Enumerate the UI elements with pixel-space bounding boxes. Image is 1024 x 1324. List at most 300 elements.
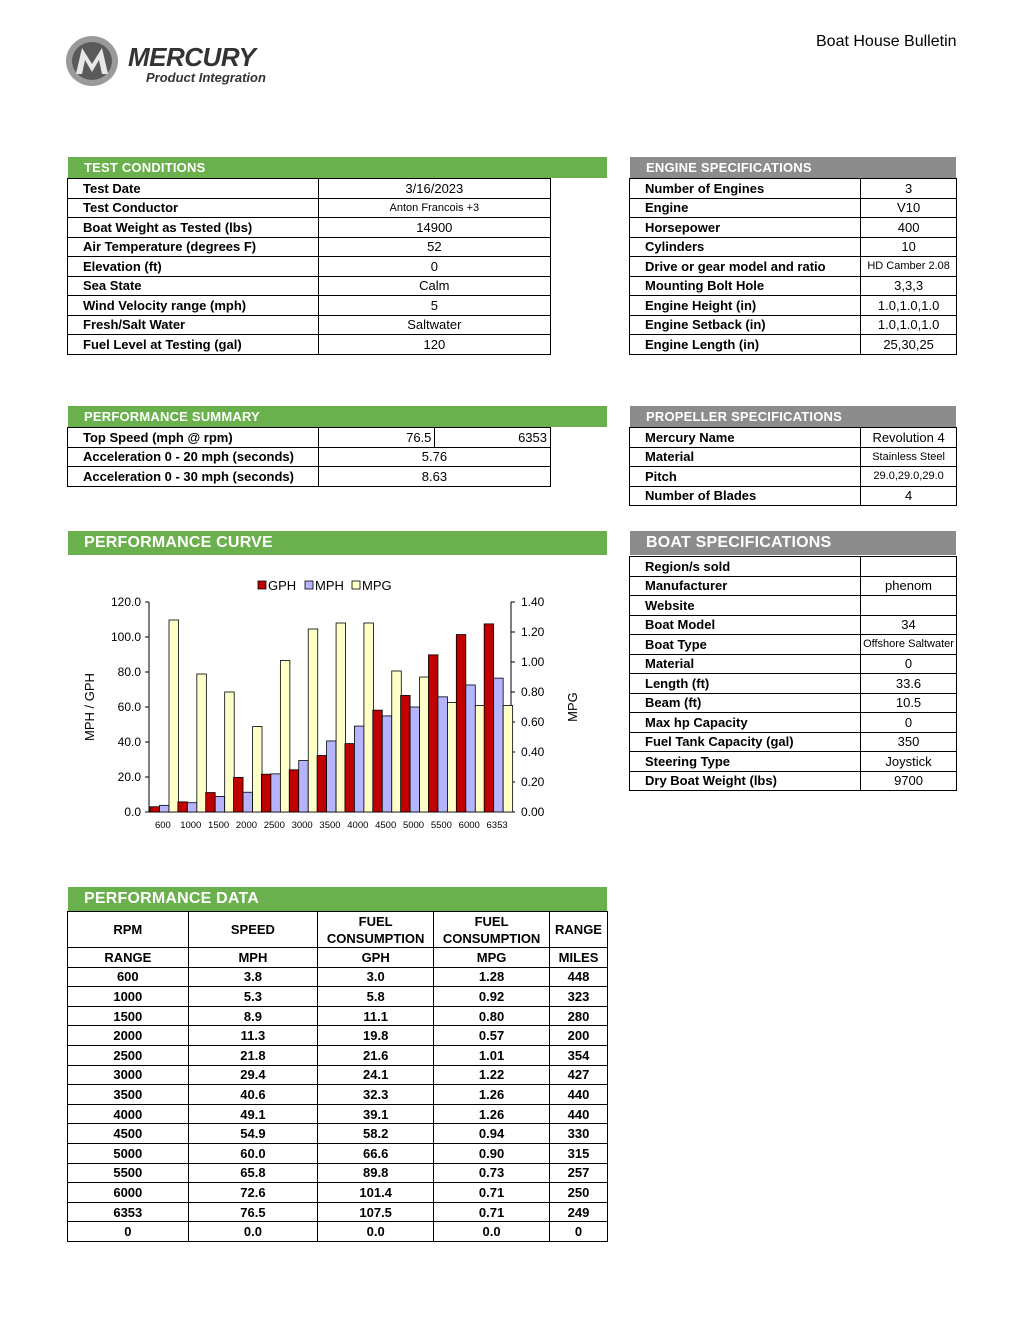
table-cell: 8.9 [188,1006,318,1026]
propeller-spec-label: Material [630,447,861,467]
bar-mph [215,796,225,812]
column-header: RPM [68,912,189,948]
column-unit: MPH [188,948,318,968]
table-row [68,1202,608,1222]
test-condition-value: 3/16/2023 [318,179,550,199]
table-cell: 4500 [68,1124,189,1144]
engine-spec-label: Engine Height (in) [630,296,861,316]
propeller-spec-value: 29.0,29.0,29.0 [861,467,957,487]
test-condition-row [68,198,551,218]
bar-gph [178,802,188,812]
table-cell: 1000 [68,987,189,1007]
table-cell: 1500 [68,1006,189,1026]
table-cell: 1.26 [434,1085,550,1105]
x-tick-label: 2500 [263,820,285,831]
bar-mph [327,741,337,812]
engine-spec-value: 3,3,3 [861,276,957,296]
table-cell: 11.3 [188,1026,318,1046]
test-condition-label: Fuel Level at Testing (gal) [68,335,319,355]
boat-spec-label: Website [630,596,861,616]
summary-row-accel-20 [68,447,551,467]
x-tick-label: 5500 [430,820,452,831]
propeller-spec-label: Pitch [630,467,861,487]
y-tick-label: 100.0 [110,630,141,644]
boat-spec-value: 9700 [861,771,957,791]
engine-spec-label: Horsepower [630,218,861,238]
bar-mph [382,716,392,812]
table-cell: 427 [550,1065,608,1085]
y2-axis-title: MPG [565,692,580,722]
table-row [68,1104,608,1124]
table-cell: 440 [550,1104,608,1124]
test-condition-value: Anton Francois +3 [318,198,550,218]
table-row [68,1006,608,1026]
mercury-logo [62,30,302,90]
data-unit-row [68,948,608,968]
table-cell: 1.01 [434,1045,550,1065]
test-condition-label: Test Date [68,179,319,199]
bar-gph [289,770,299,812]
boat-spec-label: Material [630,654,861,674]
y-tick-label: 60.0 [117,700,141,714]
table-cell: 39.1 [318,1104,434,1124]
boat-spec-value: 0 [861,713,957,733]
boat-spec-value: 33.6 [861,674,957,694]
legend-swatch-mpg [352,581,360,589]
bar-mpg [336,623,346,812]
x-tick-label: 1500 [208,820,230,831]
mercury-emblem-icon [62,30,124,90]
y-axis-title: MPH / GPH [82,673,97,741]
x-tick-label: 1000 [180,820,202,831]
y2-tick-label: 1.40 [521,595,545,609]
table-cell: 440 [550,1085,608,1105]
boat-spec-row [630,635,957,655]
test-condition-row [68,179,551,199]
bar-mph [438,697,448,812]
table-cell: 65.8 [188,1163,318,1183]
boat-spec-label: Length (ft) [630,674,861,694]
bar-mpg [447,703,457,813]
table-row [68,1085,608,1105]
boat-spec-row [630,771,957,791]
engine-spec-row [630,237,957,257]
table-row [68,1124,608,1144]
engine-spec-value: 25,30,25 [861,335,957,355]
bar-mph [354,726,364,812]
test-condition-value: 0 [318,257,550,277]
propeller-spec-row [630,467,957,487]
propeller-specs-header: PROPELLER SPECIFICATIONS [630,406,956,427]
legend-label: MPG [362,578,392,593]
table-cell: 19.8 [318,1026,434,1046]
x-tick-label: 4000 [347,820,369,831]
propeller-spec-value: 4 [861,486,957,506]
engine-spec-label: Engine [630,198,861,218]
bar-gph [373,710,383,812]
x-tick-label: 5000 [402,820,425,831]
table-row [68,967,608,987]
propeller-spec-row [630,428,957,448]
x-tick-label: 6000 [458,820,480,831]
boat-spec-value: Offshore Saltwater [861,635,957,655]
table-cell: 0 [550,1222,608,1242]
bar-mpg [169,620,179,812]
performance-summary-header: PERFORMANCE SUMMARY [68,406,607,427]
test-condition-value: 14900 [318,218,550,238]
y-tick-label: 120.0 [110,595,141,609]
boat-spec-label: Boat Type [630,635,861,655]
test-condition-row [68,296,551,316]
propeller-spec-label: Mercury Name [630,428,861,448]
propeller-spec-row [630,447,957,467]
y2-tick-label: 0.60 [521,715,545,729]
table-cell: 24.1 [318,1065,434,1085]
engine-specs-header: ENGINE SPECIFICATIONS [630,157,956,178]
boat-spec-value: Joystick [861,752,957,772]
bar-mph [160,805,170,812]
boat-spec-value: 10.5 [861,693,957,713]
boat-spec-row [630,576,957,596]
table-cell: 448 [550,967,608,987]
brand-name: MERCURY [128,42,256,72]
data-header-row [68,912,608,948]
table-cell: 3.8 [188,967,318,987]
y-tick-label: 20.0 [117,770,141,784]
table-cell: 60.0 [188,1143,318,1163]
table-cell: 0.94 [434,1124,550,1144]
table-cell: 330 [550,1124,608,1144]
table-row [68,1163,608,1183]
test-condition-value: 5 [318,296,550,316]
table-cell: 3500 [68,1085,189,1105]
column-header: FUEL CONSUMPTION [318,912,434,948]
table-cell: 11.1 [318,1006,434,1026]
engine-spec-value: V10 [861,198,957,218]
bar-mpg [197,674,207,812]
boat-spec-value: 350 [861,732,957,752]
table-cell: 600 [68,967,189,987]
summary-value: 5.76 [318,447,550,467]
engine-spec-row [630,257,957,277]
engine-spec-row [630,198,957,218]
engine-spec-label: Engine Length (in) [630,335,861,355]
table-cell: 21.8 [188,1045,318,1065]
table-cell: 0.90 [434,1143,550,1163]
boat-spec-row [630,732,957,752]
table-cell: 0.73 [434,1163,550,1183]
test-conditions-table [67,178,551,355]
boat-spec-row [630,713,957,733]
bar-gph [206,793,216,812]
table-cell: 280 [550,1006,608,1026]
table-cell: 107.5 [318,1202,434,1222]
table-cell: 72.6 [188,1183,318,1203]
table-cell: 0.0 [188,1222,318,1242]
engine-spec-row [630,276,957,296]
test-condition-label: Elevation (ft) [68,257,319,277]
column-header: SPEED [188,912,318,948]
engine-spec-label: Mounting Bolt Hole [630,276,861,296]
table-cell: 2500 [68,1045,189,1065]
column-unit: RANGE [68,948,189,968]
table-cell: 0.71 [434,1183,550,1203]
bar-gph [484,624,494,812]
y2-tick-label: 0.80 [521,685,545,699]
summary-label: Acceleration 0 - 20 mph (seconds) [68,447,319,467]
engine-spec-row [630,296,957,316]
table-cell: 49.1 [188,1104,318,1124]
table-cell: 58.2 [318,1124,434,1144]
table-cell: 40.6 [188,1085,318,1105]
table-cell: 2000 [68,1026,189,1046]
legend-label: GPH [268,578,297,593]
boat-spec-label: Boat Model [630,615,861,635]
legend-swatch-gph [258,581,266,589]
boat-spec-label: Dry Boat Weight (lbs) [630,771,861,791]
table-cell: 5500 [68,1163,189,1183]
bar-mph [410,707,420,812]
table-cell: 354 [550,1045,608,1065]
boat-specs-header: BOAT SPECIFICATIONS [630,531,956,555]
x-tick-label: 3000 [291,820,313,831]
test-condition-value: 120 [318,335,550,355]
y2-tick-label: 1.00 [521,655,545,669]
boat-spec-label: Max hp Capacity [630,713,861,733]
boat-spec-label: Fuel Tank Capacity (gal) [630,732,861,752]
x-tick-label: 6353 [486,820,508,831]
engine-spec-label: Engine Setback (in) [630,315,861,335]
engine-spec-row [630,179,957,199]
engine-spec-value: HD Camber 2.08 [861,257,957,277]
engine-spec-label: Drive or gear model and ratio [630,257,861,277]
bar-mpg [225,692,235,812]
table-cell: 257 [550,1163,608,1183]
summary-label: Acceleration 0 - 30 mph (seconds) [68,467,319,487]
bar-gph [428,655,438,812]
x-tick-label: 600 [154,820,171,831]
bar-gph [150,807,160,812]
engine-spec-value: 3 [861,179,957,199]
column-header: RANGE [550,912,608,948]
table-cell: 0 [68,1222,189,1242]
table-cell: 0.0 [318,1222,434,1242]
table-row [68,1026,608,1046]
bar-mpg [280,661,290,813]
table-row [68,1183,608,1203]
table-cell: 5000 [68,1143,189,1163]
bar-mph [187,803,197,812]
table-cell: 5.8 [318,987,434,1007]
table-cell: 6000 [68,1183,189,1203]
table-cell: 32.3 [318,1085,434,1105]
propeller-spec-label: Number of Blades [630,486,861,506]
boat-spec-label: Steering Type [630,752,861,772]
test-condition-row [68,218,551,238]
engine-spec-row [630,315,957,335]
boat-spec-row [630,596,957,616]
table-row [68,1045,608,1065]
table-cell: 0.92 [434,987,550,1007]
table-cell: 21.6 [318,1045,434,1065]
summary-row-accel-30 [68,467,551,487]
boat-spec-value: 34 [861,615,957,635]
y2-tick-label: 0.40 [521,745,545,759]
table-cell: 1.28 [434,967,550,987]
boat-specs-table [629,556,957,791]
boat-spec-label: Region/s sold [630,557,861,577]
summary-label: Top Speed (mph @ rpm) [68,428,319,448]
propeller-specs-table [629,427,957,506]
table-cell: 0.80 [434,1006,550,1026]
bar-mph [299,761,309,812]
top-speed-rpm: 6353 [435,428,551,448]
table-cell: 66.6 [318,1143,434,1163]
bar-gph [401,695,411,812]
bar-mph [494,678,504,812]
table-row [68,1065,608,1085]
summary-value: 8.63 [318,467,550,487]
legend-label: MPH [315,578,344,593]
test-condition-row [68,276,551,296]
summary-row-top-speed [68,428,551,448]
table-cell: 250 [550,1183,608,1203]
top-speed-mph: 76.5 [318,428,435,448]
test-condition-row [68,237,551,257]
boat-spec-value [861,557,957,577]
test-condition-label: Fresh/Salt Water [68,315,319,335]
y2-tick-label: 1.20 [521,625,545,639]
bar-mpg [475,706,485,813]
bar-gph [234,777,244,812]
bar-mph [466,685,476,812]
engine-spec-label: Cylinders [630,237,861,257]
boat-spec-value: 0 [861,654,957,674]
bar-mpg [364,623,374,812]
table-cell: 323 [550,987,608,1007]
table-cell: 249 [550,1202,608,1222]
boat-spec-value: phenom [861,576,957,596]
test-condition-label: Sea State [68,276,319,296]
boat-spec-row [630,615,957,635]
table-cell: 200 [550,1026,608,1046]
test-condition-label: Test Conductor [68,198,319,218]
bar-gph [345,744,355,812]
propeller-spec-row [630,486,957,506]
y2-tick-label: 0.00 [521,805,545,819]
table-row [68,1143,608,1163]
test-condition-label: Boat Weight as Tested (lbs) [68,218,319,238]
column-unit: MILES [550,948,608,968]
test-conditions-header: TEST CONDITIONS [68,157,607,178]
table-cell: 54.9 [188,1124,318,1144]
performance-chart [68,560,608,840]
performance-data-header: PERFORMANCE DATA [68,887,607,911]
table-cell: 89.8 [318,1163,434,1183]
engine-spec-label: Number of Engines [630,179,861,199]
table-cell: 0.57 [434,1026,550,1046]
test-condition-row [68,315,551,335]
boat-spec-row [630,557,957,577]
test-condition-row [68,257,551,277]
bar-mpg [503,706,512,813]
bar-mph [271,774,281,812]
test-condition-value: Calm [318,276,550,296]
bar-gph [456,635,466,812]
boat-spec-value [861,596,957,616]
test-condition-row [68,335,551,355]
table-cell: 5.3 [188,987,318,1007]
bar-mph [243,792,253,812]
table-cell: 6353 [68,1202,189,1222]
table-cell: 29.4 [188,1065,318,1085]
boat-spec-row [630,693,957,713]
bar-gph [317,755,327,812]
x-tick-label: 3500 [319,820,341,831]
engine-specs-table [629,178,957,355]
propeller-spec-value: Stainless Steel [861,447,957,467]
table-cell: 1.26 [434,1104,550,1124]
boat-spec-row [630,752,957,772]
engine-spec-row [630,218,957,238]
boat-spec-row [630,654,957,674]
test-condition-value: 52 [318,237,550,257]
boat-spec-row [630,674,957,694]
legend-swatch-mph [305,581,313,589]
propeller-spec-value: Revolution 4 [861,428,957,448]
y-tick-label: 80.0 [117,665,141,679]
table-cell: 3000 [68,1065,189,1085]
table-cell: 3.0 [318,967,434,987]
y2-tick-label: 0.20 [521,775,545,789]
brand-subtitle: Product Integration [146,70,266,85]
table-cell: 101.4 [318,1183,434,1203]
table-cell: 315 [550,1143,608,1163]
table-cell: 76.5 [188,1202,318,1222]
performance-summary-table [67,427,551,487]
table-cell: 0.71 [434,1202,550,1222]
table-cell: 1.22 [434,1065,550,1085]
x-tick-label: 2000 [235,820,258,831]
engine-spec-value: 1.0,1.0,1.0 [861,315,957,335]
performance-curve-header: PERFORMANCE CURVE [68,531,607,555]
bar-gph [261,774,271,812]
engine-spec-value: 10 [861,237,957,257]
bar-mpg [308,629,318,812]
test-condition-value: Saltwater [318,315,550,335]
column-unit: MPG [434,948,550,968]
bar-mpg [392,671,402,812]
table-row [68,1222,608,1242]
performance-data-table [67,911,608,1242]
boat-spec-label: Beam (ft) [630,693,861,713]
table-cell: 4000 [68,1104,189,1124]
column-unit: GPH [318,948,434,968]
engine-spec-row [630,335,957,355]
x-tick-label: 4500 [375,820,397,831]
table-row [68,987,608,1007]
y-tick-label: 0.0 [124,805,141,819]
bar-mpg [420,677,430,812]
boat-spec-label: Manufacturer [630,576,861,596]
bulletin-title: Boat House Bulletin [816,33,957,50]
engine-spec-value: 1.0,1.0,1.0 [861,296,957,316]
test-condition-label: Air Temperature (degrees F) [68,237,319,257]
column-header: FUEL CONSUMPTION [434,912,550,948]
y-tick-label: 40.0 [117,735,141,749]
bar-mpg [253,727,262,813]
engine-spec-value: 400 [861,218,957,238]
